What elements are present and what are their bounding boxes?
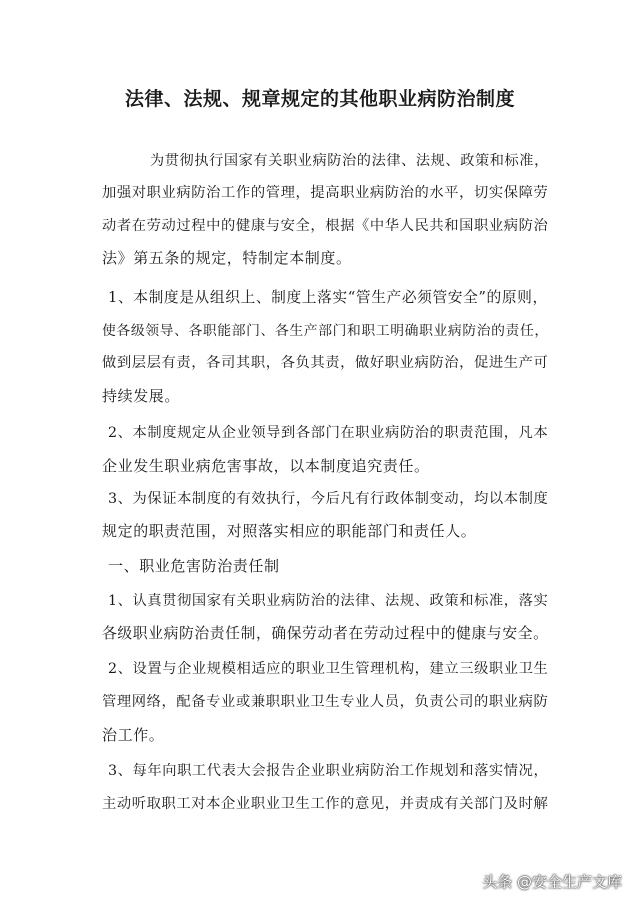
paragraph-line: 使各级领导、各职能部门、各生产部门和职工明确职业病防治的责任， xyxy=(102,323,549,339)
paragraph-line: 主动听取职工对本企业职业卫生工作的意见，并责成有关部门及时解 xyxy=(102,796,549,812)
paragraph-line: 法》第五条的规定，特制定本制度。 xyxy=(102,249,352,267)
paragraph-line: 规定的职责范围，对照落实相应的职能部门和责任人。 xyxy=(102,522,477,540)
paragraph-line: 为贯彻执行国家有关职业病防治的法律、法规、政策和标准， xyxy=(150,153,549,169)
document-title: 法律、法规、规章规定的其他职业病防治制度 xyxy=(124,88,515,110)
paragraph-line: 各级职业病防治责任制，确保劳动者在劳动过程中的健康与安全。 xyxy=(102,625,549,642)
paragraph-line: 2、设置与企业规模相适应的职业卫生管理机构，建立三级职业卫生 xyxy=(108,661,549,677)
paragraph-line: 加强对职业病防治工作的管理，提高职业病防治的水平，切实保障劳 xyxy=(102,185,549,201)
paragraph-line: 治工作。 xyxy=(102,726,165,744)
paragraph-line: 企业发生职业病危害事故，以本制度追究责任。 xyxy=(102,457,430,475)
paragraph-line: 3、为保证本制度的有效执行，今后凡有行政体制变动，均以本制度 xyxy=(108,491,549,507)
paragraph-line: 3、每年向职工代表大会报告企业职业病防治工作规划和落实情况， xyxy=(108,763,549,779)
section-heading: 一、职业危害防治责任制 xyxy=(108,557,280,575)
paragraph-line: 动者在劳动过程中的健康与安全，根据《中华人民共和国职业病防治 xyxy=(102,218,549,234)
paragraph-line: 持续发展。 xyxy=(102,387,181,405)
paragraph-line: 管理网络，配备专业或兼职职业卫生专业人员，负责公司的职业病防 xyxy=(102,694,549,710)
paragraph-line: 1、本制度是从组织上、制度上落实“管生产必须管安全”的原则， xyxy=(108,289,548,306)
paragraph-line: 做到层层有责，各司其职，各负其责，做好职业病防治，促进生产可 xyxy=(102,355,549,371)
paragraph-line: 1、认真贯彻国家有关职业病防治的法律、法规、政策和标准，落实 xyxy=(108,593,549,609)
watermark-label: 头条 @安全生产文库 xyxy=(482,873,622,891)
paragraph-line: 2、本制度规定从企业领导到各部门在职业病防治的职责范围，凡本 xyxy=(108,425,549,441)
